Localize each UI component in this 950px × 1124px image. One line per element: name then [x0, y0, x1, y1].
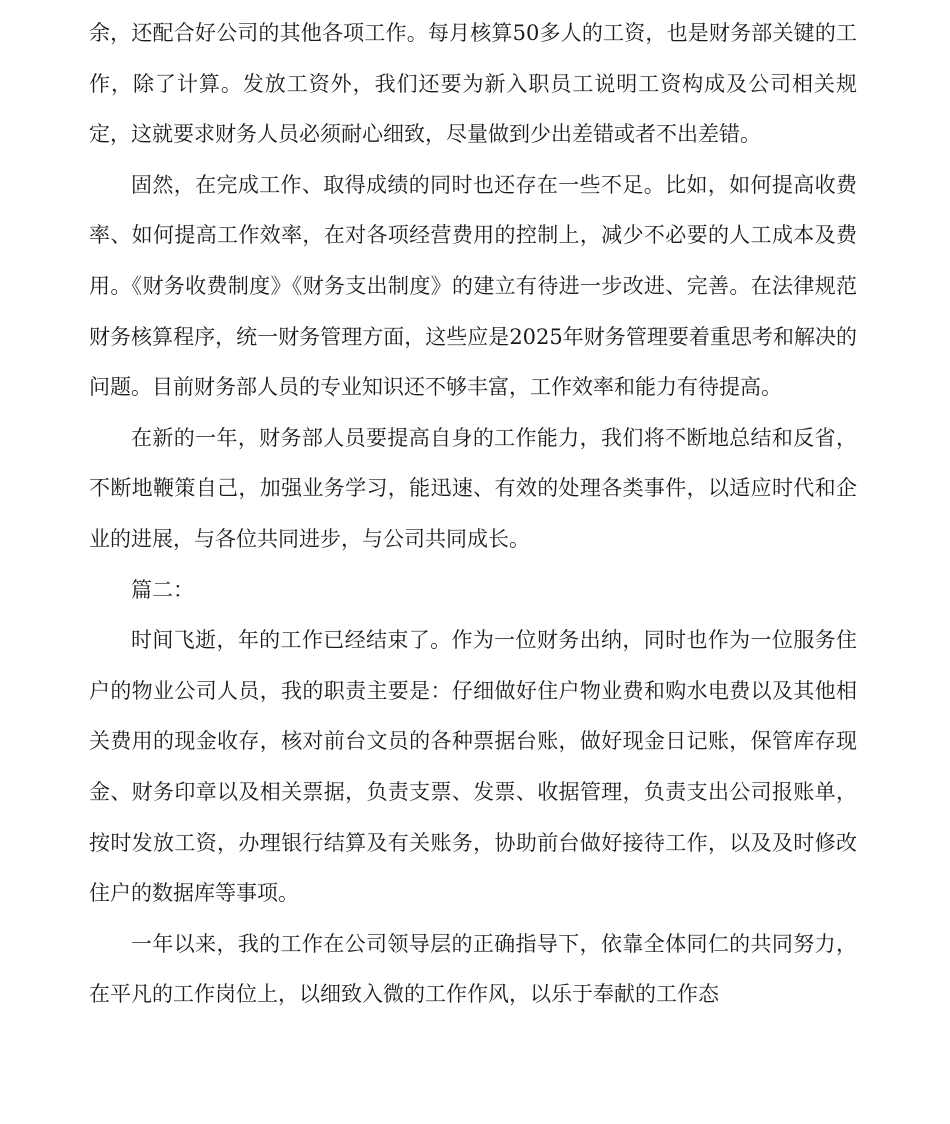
paragraph-2: 固然，在完成工作、取得成绩的同时也还存在一些不足。比如，如何提高收费率、如何提高工作效率，在对各项经营费用的控制上，减少不必要的人工成本及费用。《财务收费制度》《财务支出制度》的建立有待进一步改进、完善。在法律规范财务核算程序，统一财务管理方面，这些应是2025年财务管理要着重思考和解决的问题。目前财务部人员的专业知识还不够丰富，工作效率和能力有待提高。: [89, 172, 857, 400]
paragraph-4: 时间飞逝，年的工作已经结束了。作为一位财务出纳，同时也作为一位服务住户的物业公司人员，我的职责主要是：仔细做好住户物业费和购水电费以及其他相关费用的现金收存，核对前台文员的各种票据台账，做好现金日记账，保管库存现金、财务印章以及相关票据，负责支票、发票、收据管理，负责支出公司报账单，按时发放工资，办理银行结算及有关账务，协助前台做好接待工作，以及及时修改住户的数据库等事项。: [89, 628, 857, 906]
section-heading-part-two: 篇二：: [131, 577, 194, 602]
paragraph-1: 余，还配合好公司的其他各项工作。每月核算50多人的工资，也是财务部关键的工作，除了计算。发放工资外，我们还要为新入职员工说明工资构成及公司相关规定，这就要求财务人员必须耐心细致，尽量做到少出差错或者不出差错。: [89, 21, 857, 147]
document-body: [89, 8, 857, 1020]
paragraph-5: 一年以来，我的工作在公司领导层的正确指导下，依靠全体同仁的共同努力，在平凡的工作岗位上，以细致入微的工作作风，以乐于奉献的工作态: [89, 931, 857, 1007]
paragraph-3: 在新的一年，财务部人员要提高自身的工作能力，我们将不断地总结和反省，不断地鞭策自己，加强业务学习，能迅速、有效的处理各类事件，以适应时代和企业的进展，与各位共同进步，与公司共同成长。: [89, 425, 857, 551]
